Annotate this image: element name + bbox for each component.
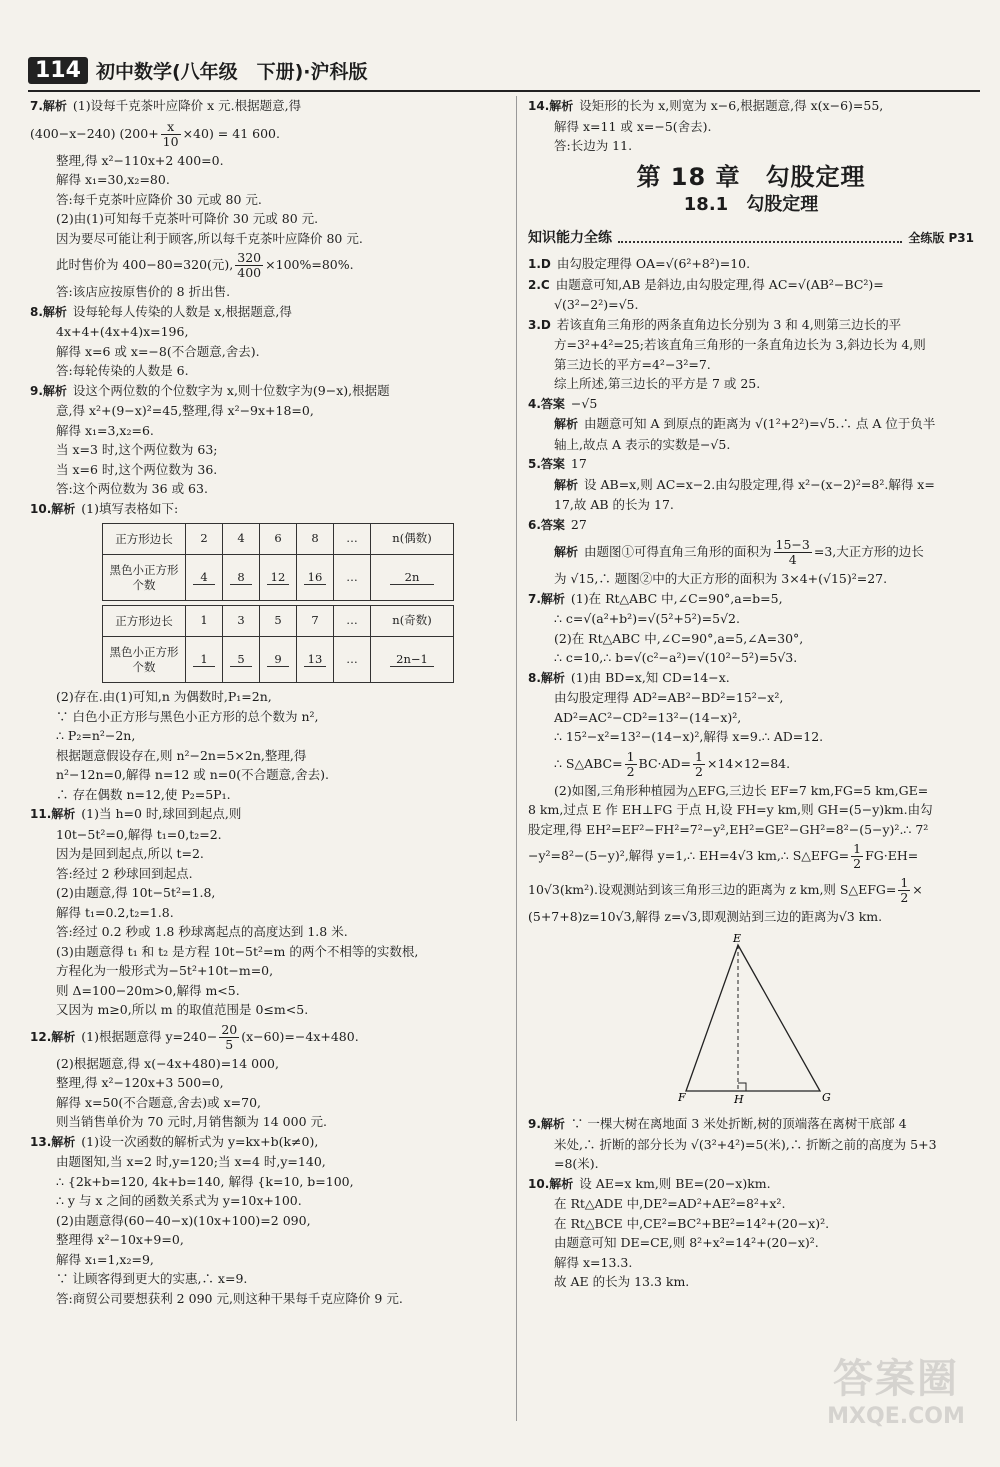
fraction-numerator: 1	[626, 748, 635, 764]
a8-fraction	[625, 750, 637, 779]
a8-line: 由勾股定理得 AD²=AB²−BD²=15²−x²,	[554, 690, 784, 705]
answer-6	[528, 515, 974, 589]
q8-line: 解得 x=6 或 x=−8(不合题意,舍去).	[56, 343, 260, 359]
filled-blank: 2n−1	[390, 652, 434, 667]
answer-9	[528, 1114, 974, 1174]
table-cell: 5	[260, 606, 297, 637]
q7-expr: ×40) = 41 600.	[182, 125, 280, 141]
q10-line: n²−12n=0,解得 n=12 或 n=0(不合题意,舍去).	[56, 767, 329, 782]
answer-3	[528, 315, 974, 394]
a5-line: 17,故 AB 的长为 17.	[554, 497, 674, 512]
q8-line: 4x+4+(4x+4)x=196,	[56, 324, 189, 339]
a1-label: 1.D	[528, 257, 551, 271]
table-row	[103, 637, 454, 683]
q12-line: (2)根据题意,得 x(−4x+480)=14 000,	[56, 1055, 279, 1071]
q7-line: 答:该店应按原售价的 8 折出售.	[56, 284, 231, 299]
a10-line: 故 AE 的长为 13.3 km.	[554, 1274, 690, 1289]
q13-line: 解得 x₁=1,x₂=9,	[56, 1251, 154, 1267]
a8-fraction	[851, 842, 863, 871]
table-cell: 8	[297, 524, 334, 555]
table-cell: 正方形边长	[103, 606, 186, 637]
table-row	[103, 606, 454, 637]
filled-blank: 9	[267, 652, 289, 667]
a10-label: 10.解析	[528, 1176, 574, 1191]
column-divider	[516, 96, 517, 1421]
odd-square-table	[102, 605, 454, 683]
a3-line: 第三边长的平方=4²−3²=7.	[554, 356, 711, 372]
filled-blank: 5	[230, 652, 252, 667]
q13-line: (2)由题意得(60−40−x)(10x+100)=2 090,	[56, 1212, 311, 1228]
a2-label: 2.C	[528, 277, 550, 292]
fraction-numerator: 20	[221, 1021, 238, 1037]
section-bar	[528, 229, 974, 249]
q9-line: 答:这个两位数为 36 或 63.	[56, 481, 208, 496]
q12-line: 整理,得 x²−120x+3 500=0,	[56, 1075, 224, 1090]
a8-line: 股定理,得 EH²=EF²−FH²=7²−y²,EH²=GE²−GH²=8²−(5−y)².∴ 7²	[528, 821, 929, 837]
page-reference: 全练版 P31	[908, 230, 974, 245]
a9-label: 9.解析	[528, 1117, 565, 1131]
a7-line: ∴ c=10,∴ b=√(c²−a²)=√(10²−5²)=5√3.	[554, 650, 798, 665]
q10-line: ∴ P₂=n²−2n,	[56, 728, 136, 743]
a9-line: =8(米).	[554, 1156, 599, 1171]
table-cell: n(奇数)	[371, 606, 454, 637]
q11-line: (3)由题意得 t₁ 和 t₂ 是方程 10t−5t²=m 的两个不相等的实数根,	[56, 943, 419, 959]
a6-expr: =3,大正方形的边长	[813, 544, 924, 559]
a10-line: 由题意可知 DE=CE,则 8²+x²=14²+(20−x)².	[554, 1235, 819, 1250]
fraction-denominator: 2	[853, 856, 862, 871]
answer-q8	[30, 302, 506, 381]
table-row	[103, 555, 454, 601]
a8-line: (5+7+8)z=10√3,解得 z=√3,即观测站到三边的距离为√3 km.	[528, 909, 883, 924]
q11-line: 10t−5t²=0,解得 t₁=0,t₂=2.	[56, 826, 222, 842]
table-cell: 4	[223, 524, 260, 555]
q12-label: 12.解析	[30, 1029, 76, 1044]
q7-fraction	[235, 251, 263, 280]
q12-expr: (x−60)=−4x+480.	[241, 1028, 359, 1044]
a7-line: (1)在 Rt△ABC 中,∠C=90°,a=b=5,	[570, 590, 783, 606]
a4-label: 4.答案	[528, 396, 565, 411]
watermark	[826, 1347, 966, 1429]
table-cell: 正方形边长	[103, 524, 186, 555]
q11-line: 因为是回到起点,所以 t=2.	[56, 846, 204, 861]
q7-expr: 此时售价为 400−80=320(元),	[56, 257, 234, 272]
q12-fraction	[219, 1023, 239, 1052]
q10-line: (1)填写表格如下:	[81, 500, 179, 516]
a6-expr: 由题图①可得直角三角形的面积为	[584, 544, 772, 559]
q10-line: 根据题意假设存在,则 n²−2n=5×2n,整理,得	[56, 747, 307, 763]
a8-line: AD²=AC²−CD²=13²−(14−x)²,	[554, 709, 742, 725]
fraction-denominator: 10	[162, 133, 179, 149]
answer-8	[528, 668, 974, 1115]
a7-label: 7.解析	[528, 591, 565, 606]
a5-line: 设 AB=x,则 AC=x−2.由勾股定理,得 x²−(x−2)²=8².解得 x=	[584, 476, 935, 492]
q11-label: 11.解析	[30, 807, 76, 821]
q8-line: 答:每轮传染的人数是 6.	[56, 363, 189, 378]
answer-5	[528, 454, 974, 515]
filled-blank: 16	[304, 570, 326, 585]
left-column	[30, 96, 506, 1308]
a8-expr: −y²=8²−(5−y)²,解得 y=1,∴ EH=4√3 km,∴ S△EFG=	[528, 848, 850, 863]
a8-expr: BC·AD=	[638, 755, 692, 771]
table-cell: 3	[223, 606, 260, 637]
page-number: 114	[28, 57, 88, 84]
even-square-table	[102, 523, 454, 601]
answer-q11	[30, 804, 506, 1020]
q9-label: 9.解析	[30, 383, 67, 398]
right-column	[528, 96, 974, 1292]
a6-line: 为 √15,∴ 题图②中的大正方形的面积为 3×4+(√15)²=27.	[554, 571, 888, 586]
q12-expr: (1)根据题意得 y=240−	[81, 1028, 218, 1044]
a10-line: 设 AE=x km,则 BE=(20−x)km.	[579, 1175, 771, 1191]
a8-expr: ×14×12=84.	[706, 755, 791, 771]
a10-line: 在 Rt△ADE 中,DE²=AD²+AE²=8²+x².	[554, 1196, 786, 1211]
q10-line: ∴ 存在偶数 n=12,使 P₂=5P₁.	[56, 786, 231, 802]
q9-line: 当 x=6 时,这个两位数为 36.	[56, 461, 218, 477]
a8-line: ∴ 15²−x²=13²−(14−x)²,解得 x=9.∴ AD=12.	[554, 729, 824, 744]
fraction-denominator: 400	[237, 265, 262, 280]
q9-line: 解得 x₁=3,x₂=6.	[56, 422, 154, 438]
right-angle-mark	[738, 1083, 746, 1091]
q7-expr: (400−x−240)	[30, 125, 116, 141]
table-cell: 7	[297, 606, 334, 637]
answer-q9	[30, 381, 506, 499]
a9-line: 米处,∴ 折断的部分长为 √(3²+4²)=5(米),∴ 折断之前的高度为 5+3	[554, 1136, 937, 1152]
answer-4	[528, 394, 974, 455]
answer-q12	[30, 1020, 506, 1132]
q11-line: (1)当 h=0 时,球回到起点,则	[81, 806, 242, 821]
q7-label: 7.解析	[30, 99, 67, 113]
q9-line: 设这个两位数的个位数字为 x,则十位数字为(9−x),根据题	[72, 382, 390, 398]
q11-line: (2)由题意,得 10t−5t²=1.8,	[56, 885, 216, 900]
q11-line: 答:经过 2 秒球回到起点.	[56, 865, 193, 881]
q8-line: 设每轮每人传染的人数是 x,根据题意,得	[72, 303, 292, 319]
fraction-denominator: 5	[225, 1036, 234, 1052]
answer-2	[528, 275, 974, 315]
q7-fraction	[161, 120, 181, 149]
a10-line: 在 Rt△BCE 中,CE²=BC²+BE²=14²+(20−x)².	[554, 1215, 830, 1231]
table-cell: 黑色小正方形个数	[103, 637, 186, 683]
a6-label: 6.答案	[528, 517, 565, 532]
a6-fraction	[774, 538, 812, 567]
filled-blank: 13	[304, 652, 326, 667]
table-cell: 2	[186, 524, 223, 555]
q11-line: 方程化为一般形式为−5t²+10t−m=0,	[56, 963, 274, 978]
filled-blank: 12	[267, 570, 289, 585]
point-label-h: H	[734, 1092, 744, 1105]
answer-q10	[30, 499, 506, 805]
q11-line: 解得 t₁=0.2,t₂=1.8.	[56, 904, 174, 920]
a3-line: 综上所述,第三边长的平方是 7 或 25.	[554, 376, 761, 391]
answer-7	[528, 589, 974, 668]
page-header	[28, 50, 980, 92]
answer-10	[528, 1174, 974, 1292]
a5-label: 5.答案	[528, 457, 565, 471]
table-row	[103, 524, 454, 555]
q10-label: 10.解析	[30, 501, 76, 516]
watermark-logo-text: 答案圈	[833, 1356, 959, 1402]
fraction-numerator: 1	[695, 748, 703, 764]
a5-analysis-label: 解析	[554, 477, 579, 492]
book-title: 初中数学(八年级 下册)·沪科版	[95, 60, 368, 83]
q13-label: 13.解析	[30, 1134, 76, 1149]
a8-fraction	[693, 750, 705, 779]
q7-line: 因为要尽可能让利于顾客,所以每千克茶叶应降价 80 元.	[56, 230, 363, 246]
triangle-efg-figure	[678, 933, 838, 1105]
a4-answer: −√5	[570, 395, 598, 411]
a4-line: 由题意可知 A 到原点的距离为 √(1²+2²)=√5.∴ 点 A 位于负半	[584, 416, 936, 431]
table-cell: …	[334, 606, 371, 637]
table-cell: 黑色小正方形个数	[103, 555, 186, 601]
table-cell: …	[334, 524, 371, 555]
q13-line: ∵ 让顾客得到更大的实惠,∴ x=9.	[56, 1271, 248, 1286]
table-cell: 1	[186, 606, 223, 637]
q13-line: 整理得 x²−10x+9=0,	[56, 1232, 184, 1247]
q8-label: 8.解析	[30, 304, 67, 319]
fraction-numerator: 1	[900, 875, 909, 890]
answer-q14	[528, 96, 974, 156]
q12-line: 解得 x=50(不合题意,舍去)或 x=70,	[56, 1094, 262, 1110]
filled-blank: 8	[230, 570, 252, 585]
q11-line: 答:经过 0.2 秒或 1.8 秒球离起点的高度达到 1.8 米.	[56, 924, 348, 939]
a2-line: √(3²−2²)=√5.	[554, 297, 639, 312]
table-cell: n(偶数)	[371, 524, 454, 555]
section-bar-label: 知识能力全练	[528, 229, 612, 246]
a8-label: 8.解析	[528, 670, 565, 685]
q7-expr: ×100%=80%.	[265, 257, 354, 272]
vertex-label-e: E	[733, 932, 742, 945]
a7-line: ∴ c=√(a²+b²)=√(5²+5²)=5√2.	[554, 611, 740, 626]
fraction-denominator: 2	[626, 763, 635, 779]
fraction-denominator: 2	[695, 763, 703, 779]
fraction-numerator: x	[161, 120, 181, 135]
q10-line: ∵ 白色小正方形与黑色小正方形的总个数为 n²,	[56, 708, 319, 724]
a1-line: 由勾股定理得 OA=√(6²+8²)=10.	[556, 256, 751, 271]
table-cell: …	[334, 637, 371, 683]
q7-line: 整理,得 x²−110x+2 400=0.	[56, 152, 224, 168]
a8-line: 8 km,过点 E 作 EH⊥FG 于点 H,设 FH=y km,则 GH=(5−y)km.由勾	[528, 802, 933, 817]
chapter-title: 第 18 章 勾股定理	[636, 162, 866, 191]
dotted-leader	[618, 233, 902, 243]
q11-line: 则 Δ=100−20m>0,解得 m<5.	[56, 982, 240, 998]
a4-line: 轴上,故点 A 表示的实数是−√5.	[554, 436, 731, 452]
filled-blank: 1	[193, 652, 215, 667]
q13-line: ∴ {2k+b=120, 4k+b=140, 解得 {k=10, b=100,	[56, 1173, 354, 1189]
q10-line: (2)存在.由(1)可知,n 为偶数时,P₁=2n,	[56, 689, 272, 704]
a8-expr: 10√3(km²).设观测站到该三角形三边的距离为 z km,则 S△EFG=	[528, 882, 897, 897]
fraction-denominator: 2	[900, 890, 909, 905]
answer-q7	[30, 96, 506, 302]
a3-label: 3.D	[528, 317, 551, 332]
vertex-label-g: G	[822, 1090, 831, 1104]
q9-line: 意,得 x²+(9−x)²=45,整理,得 x²−9x+18=0,	[56, 403, 314, 418]
a8-expr: FG·EH=	[865, 848, 919, 863]
q7-line: 答:每千克茶叶应降价 30 元或 80 元.	[56, 191, 262, 207]
vertex-label-f: F	[678, 1090, 686, 1104]
a8-expr: ∴ S△ABC=	[554, 755, 623, 771]
q7-line: (1)设每千克茶叶应降价 x 元.根据题意,得	[72, 98, 302, 113]
triangle-efg	[686, 945, 820, 1091]
q14-line: 设矩形的长为 x,则宽为 x−6,根据题意,得 x(x−6)=55,	[579, 98, 884, 113]
q14-line: 答:长边为 11.	[554, 138, 633, 153]
filled-blank: 2n	[390, 570, 434, 585]
a8-expr: ×	[912, 882, 923, 897]
a3-line: 方=3²+4²=25;若该直角三角形的一条直角边长为 3,斜边长为 4,则	[554, 337, 926, 352]
q11-line: 又因为 m≥0,所以 m 的取值范围是 0≤m<5.	[56, 1002, 309, 1017]
fraction-numerator: 320	[237, 250, 262, 265]
a7-line: (2)在 Rt△ABC 中,∠C=90°,a=5,∠A=30°,	[554, 630, 804, 646]
a8-fraction	[898, 876, 910, 905]
q14-line: 解得 x=11 或 x=−5(舍去).	[554, 118, 712, 134]
table-cell: …	[334, 555, 371, 601]
q7-expr: (200+	[119, 125, 159, 141]
filled-blank: 4	[193, 570, 215, 585]
a8-line: (1)由 BD=x,知 CD=14−x.	[570, 669, 730, 685]
a8-line: (2)如图,三角形种植园为△EFG,三边长 EF=7 km,FG=5 km,GE=	[554, 782, 929, 798]
a2-line: 由题意可知,AB 是斜边,由勾股定理,得 AC=√(AB²−BC²)=	[555, 276, 884, 292]
q9-line: 当 x=3 时,这个两位数为 63;	[56, 442, 218, 457]
table-cell: 6	[260, 524, 297, 555]
fraction-denominator: 4	[788, 552, 797, 567]
q7-line: 解得 x₁=30,x₂=80.	[56, 172, 170, 187]
q13-line: 由题图知,当 x=2 时,y=120;当 x=4 时,y=140,	[56, 1154, 326, 1169]
a4-analysis-label: 解析	[554, 417, 579, 431]
a6-answer: 27	[570, 516, 587, 532]
watermark-url: MXQE.COM	[827, 1404, 965, 1429]
q7-line: (2)由(1)可知每千克茶叶可降价 30 元或 80 元.	[56, 211, 319, 226]
q13-line: 答:商贸公司要想获利 2 090 元,则这种干果每千克应降价 9 元.	[56, 1290, 403, 1306]
a10-line: 解得 x=13.3.	[554, 1254, 633, 1270]
a9-line: ∵ 一棵大树在离地面 3 米处折断,树的顶端落在离树干底部 4	[570, 1116, 907, 1131]
a3-line: 若该直角三角形的两条直角边长分别为 3 和 4,则第三边长的平	[556, 316, 902, 332]
q12-line: 则当销售单价为 70 元时,月销售额为 14 000 元.	[56, 1114, 327, 1129]
q13-line: ∴ y 与 x 之间的函数关系式为 y=10x+100.	[56, 1193, 302, 1208]
q14-label: 14.解析	[528, 99, 574, 113]
fraction-numerator: 15−3	[775, 537, 810, 552]
fraction-numerator: 1	[853, 841, 862, 856]
answer-q13	[30, 1132, 506, 1309]
a6-analysis-label: 解析	[554, 545, 579, 559]
section-title: 18.1 勾股定理	[683, 194, 819, 215]
a5-answer: 17	[570, 456, 587, 471]
answer-1	[528, 254, 974, 275]
q13-line: (1)设一次函数的解析式为 y=kx+b(k≠0),	[81, 1133, 319, 1149]
